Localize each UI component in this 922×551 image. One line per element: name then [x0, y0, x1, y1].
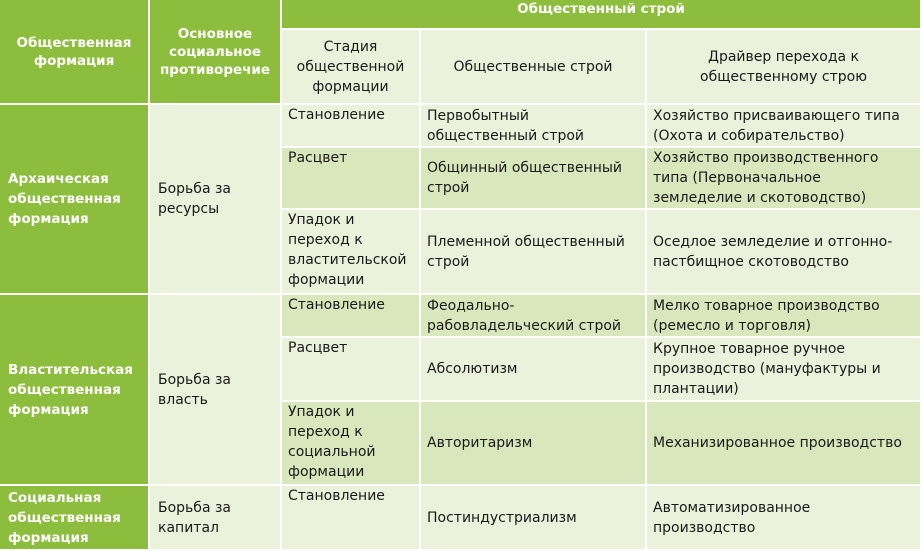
system-cell: Авторитаризм [421, 402, 647, 486]
driver-cell: Крупное товарное ручное производство (мануфактуры и плантации) [647, 338, 922, 402]
stage-cell: Расцвет [282, 338, 421, 402]
system-cell: Абсолютизм [421, 338, 647, 402]
driver-cell: Оседлое земледелие и отгонно-пастбищное скотоводство [647, 210, 922, 295]
formation-name: Архаическая общественная формация [0, 105, 150, 295]
header-driver: Драйвер перехода к общественному строю [647, 30, 922, 105]
formation-name: Властительская общественная формация [0, 295, 150, 486]
system-cell: Феодально-рабовладельческий строй [421, 295, 647, 338]
stage-cell: Становление [282, 105, 421, 148]
stage-cell: Становление [282, 486, 421, 551]
driver-cell: Мелко товарное производство (ремесло и торговля) [647, 295, 922, 338]
formation-name: Социальная общественная формация [0, 486, 150, 551]
header-formation: Общественная формация [0, 0, 150, 105]
system-cell: Постиндустриализм [421, 486, 647, 551]
stage-cell: Упадок и переход к социальной формации [282, 402, 421, 486]
stage-cell: Упадок и переход к властительской формации [282, 210, 421, 295]
header-contradiction: Основное социальное противоречие [150, 0, 282, 105]
driver-cell: Хозяйство производственного типа (Первоначальное земледелие и скотоводство) [647, 148, 922, 210]
header-row-1 [0, 0, 922, 30]
header-system: Общественные строй [421, 30, 647, 105]
table-row [0, 486, 922, 551]
table-row [0, 295, 922, 338]
stage-cell: Расцвет [282, 148, 421, 210]
formation-contradiction: Борьба за власть [150, 295, 282, 486]
table-row [0, 105, 922, 148]
system-cell: Первобытный общественный строй [421, 105, 647, 148]
header-stage: Стадия общественной формации [282, 30, 421, 105]
driver-cell: Хозяйство присваивающего типа (Охота и собирательство) [647, 105, 922, 148]
system-cell: Общинный общественный строй [421, 148, 647, 210]
driver-cell: Автоматизированное производство [647, 486, 922, 551]
driver-cell: Механизированное производство [647, 402, 922, 486]
system-cell: Племенной общественный строй [421, 210, 647, 295]
formation-contradiction: Борьба за ресурсы [150, 105, 282, 295]
header-system-group: Общественный строй [282, 0, 922, 30]
stage-cell: Становление [282, 295, 421, 338]
formation-contradiction: Борьба за капитал [150, 486, 282, 551]
